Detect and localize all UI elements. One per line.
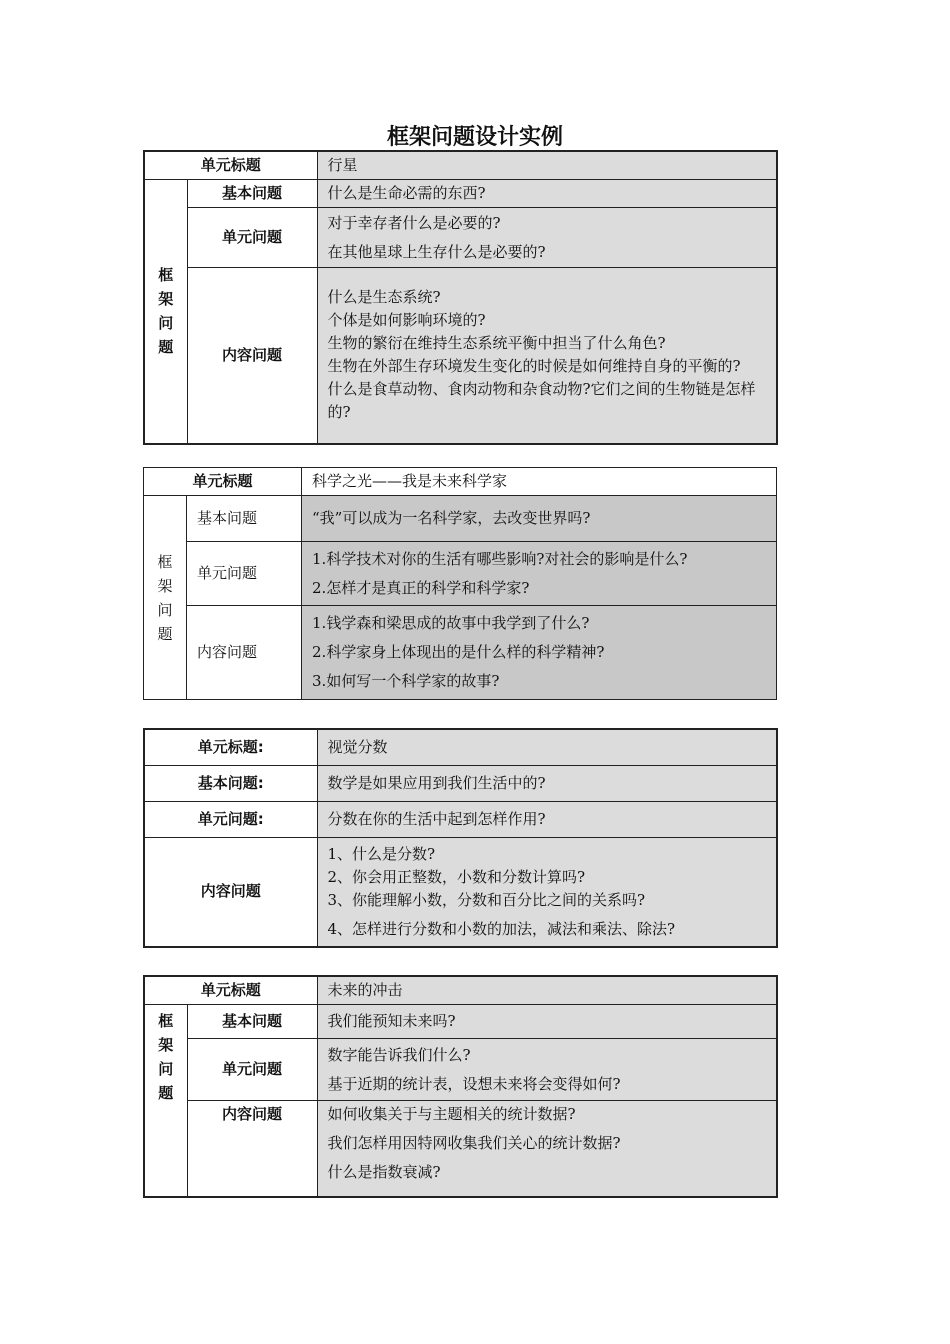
content-question-label: 内容问题 [144, 837, 317, 947]
unit-title-value: 视觉分数 [317, 729, 777, 765]
framework-table-fractions [143, 728, 778, 948]
framework-questions-label: 框 架 问 题 [144, 180, 187, 444]
framework-questions-label: 框 架 问 题 [144, 1005, 187, 1197]
framework-table-science [143, 467, 777, 700]
unit-title-value: 行星 [317, 151, 777, 180]
unit-question-label: 单元问题 [187, 1039, 317, 1101]
unit-question-label: 单元问题 [187, 208, 317, 268]
unit-title-label: 单元标题: [144, 729, 317, 765]
framework-questions-label: 框 架 问 题 [144, 496, 187, 700]
document-title: 框架问题设计实例 [386, 125, 563, 150]
basic-question-cell: “我”可以成为一名科学家，去改变世界吗? [302, 496, 777, 542]
unit-title-value: 科学之光——我是未来科学家 [302, 468, 777, 496]
unit-question-label: 单元问题: [144, 801, 317, 837]
content-question-cell: 1、什么是分数? 2、你会用正整数，小数和分数计算吗? 3、你能理解小数，分数和百分比之间的关系吗? 4、怎样进行分数和小数的加法，减法和乘法、除法? [317, 837, 777, 947]
content-question-label: 内容问题 [187, 606, 302, 700]
basic-question-label: 基本问题: [144, 765, 317, 801]
content-question-label: 内容问题 [187, 1101, 317, 1197]
unit-question-cell: 数字能告诉我们什么? 基于近期的统计表，设想未来将会变得如何? [317, 1039, 777, 1101]
unit-question-cell: 1.科学技术对你的生活有哪些影响?对社会的影响是什么? 2.怎样才是真正的科学和科学家? [302, 542, 777, 606]
basic-question-cell: 什么是生命必需的东西? [317, 180, 777, 208]
framework-table-planets [143, 150, 778, 445]
unit-question-label: 单元问题 [187, 542, 302, 606]
basic-question-label: 基本问题 [187, 496, 302, 542]
unit-title-value: 未来的冲击 [317, 976, 777, 1005]
unit-title-label: 单元标题 [144, 468, 302, 496]
unit-question-cell: 分数在你的生活中起到怎样作用? [317, 801, 777, 837]
content-question-cell: 1.钱学森和梁思成的故事中我学到了什么? 2.科学家身上体现出的是什么样的科学精神? 3.如何写一个科学家的故事? [302, 606, 777, 700]
unit-title-label: 单元标题 [144, 976, 317, 1005]
basic-question-cell: 我们能预知未来吗? [317, 1005, 777, 1039]
content-question-cell: 如何收集关于与主题相关的统计数据? 我们怎样用因特网收集我们关心的统计数据? 什么是指数衰减? [317, 1101, 777, 1197]
basic-question-label: 基本问题 [187, 1005, 317, 1039]
content-question-cell: 什么是生态系统? 个体是如何影响环境的? 生物的繁衍在维持生态系统平衡中担当了什么角色? 生物在外部生存环境发生变化的时候是如何维持自身的平衡的? 什么是食草动物、食肉动物和杂食动物?它们之间的生物链是怎样的? [317, 268, 777, 444]
unit-title-label: 单元标题 [144, 151, 317, 180]
content-question-label: 内容问题 [187, 268, 317, 444]
unit-question-cell: 对于幸存者什么是必要的? 在其他星球上生存什么是必要的? [317, 208, 777, 268]
basic-question-label: 基本问题 [187, 180, 317, 208]
basic-question-cell: 数学是如果应用到我们生活中的? [317, 765, 777, 801]
framework-table-future [143, 975, 778, 1198]
